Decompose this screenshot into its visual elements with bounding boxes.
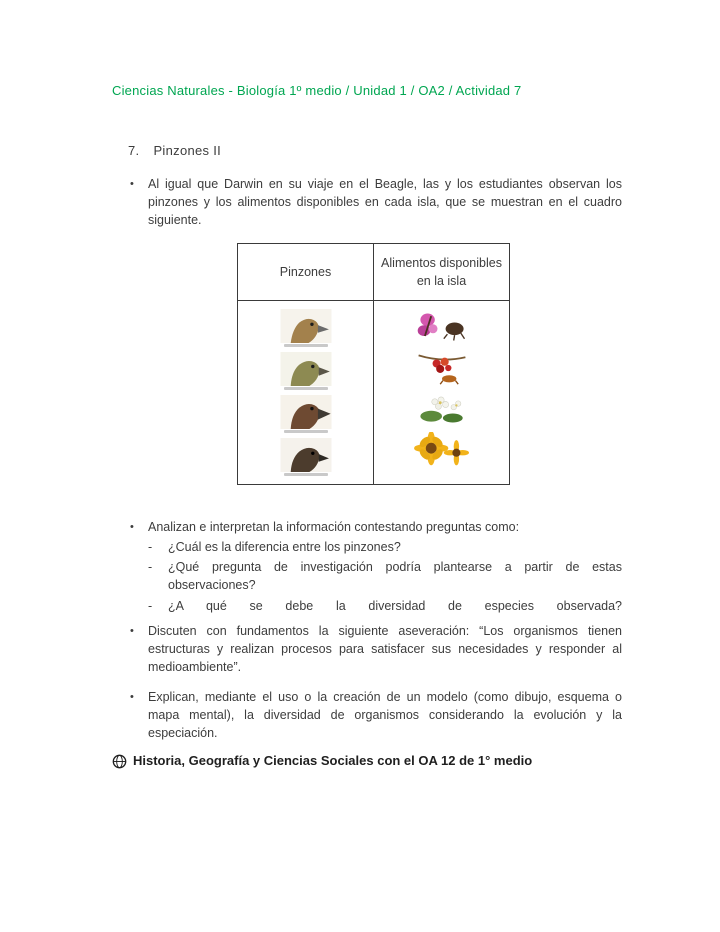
sunflowers-image — [413, 432, 471, 468]
butterfly-and-beetle-image — [413, 309, 471, 345]
question-3: ¿A qué se debe la diversidad de especies observada? — [168, 598, 622, 613]
finch-caption-placeholder — [284, 344, 328, 347]
question-1: ¿Cuál es la diferencia entre los pinzones? — [168, 540, 401, 555]
dash-icon: - — [148, 540, 153, 555]
food-images-cell — [374, 301, 510, 485]
bullet-icon: • — [130, 521, 134, 533]
breadcrumb: Ciencias Naturales - Biología 1º medio / Unidad 1 / OA2 / Actividad 7 — [112, 83, 522, 98]
dash-icon: - — [148, 560, 153, 575]
discuss-paragraph — [130, 622, 622, 676]
globe-icon — [112, 754, 127, 769]
finch-caption-placeholder — [284, 473, 328, 476]
berries-and-insect-image — [413, 350, 471, 386]
intro-text: Al igual que Darwin en su viaje en el Beagle, las y los estudiantes observan los pinzones y los alimentos disponibles en cada isla, que se muestran en el cuadro siguiente. — [148, 177, 622, 228]
footer-text: Historia, Geografía y Ciencias Sociales con el OA 12 de 1° medio — [133, 753, 533, 768]
analyze-intro-text: Analizan e interpretan la información contestando preguntas como: — [148, 520, 520, 534]
finch-figure-3 — [280, 395, 332, 433]
finch-figure-4 — [280, 438, 332, 476]
finch-caption-placeholder — [284, 430, 328, 433]
question-2: ¿Qué pregunta de investigación podría plantearse a partir de estas observaciones? — [168, 560, 622, 593]
column-header-alimentos: Alimentos disponibles en la isla — [374, 244, 510, 301]
finch-image-2 — [280, 352, 332, 386]
finch-caption-placeholder — [284, 387, 328, 390]
table-header-row — [238, 244, 510, 301]
finch-image-1 — [280, 309, 332, 343]
discuss-text: Discuten con fundamentos la siguiente aseveración: “Los organismos tienen estructuras y realizan procesos para satisfacer sus necesidades y responder al medioambiente”. — [148, 624, 622, 675]
activity-title — [128, 142, 221, 161]
finch-images-cell — [238, 301, 374, 485]
explain-text: Explican, mediante el uso o la creación de un modelo (como dibujo, esquema o mapa mental), la diversidad de organismos considerando la evolución y la especiación. — [148, 690, 622, 741]
activity-title-text: Pinzones II — [153, 143, 222, 158]
finch-image-4 — [280, 438, 332, 472]
bullet-icon: • — [130, 178, 134, 190]
table-body-row — [238, 301, 510, 485]
finch-image-3 — [280, 395, 332, 429]
footer-crossref — [112, 752, 660, 771]
dash-icon: - — [148, 598, 153, 613]
column-header-pinzones: Pinzones — [238, 244, 374, 301]
finch-figure-2 — [280, 352, 332, 390]
intro-paragraph — [130, 175, 622, 229]
finch-food-table — [237, 243, 510, 485]
bullet-icon: • — [130, 625, 134, 637]
bullet-icon: • — [130, 691, 134, 703]
explain-paragraph — [130, 688, 622, 742]
analyze-section — [130, 518, 622, 615]
finch-figure-1 — [280, 309, 332, 347]
activity-number: 7. — [128, 143, 140, 158]
white-flowers-image — [413, 391, 471, 427]
